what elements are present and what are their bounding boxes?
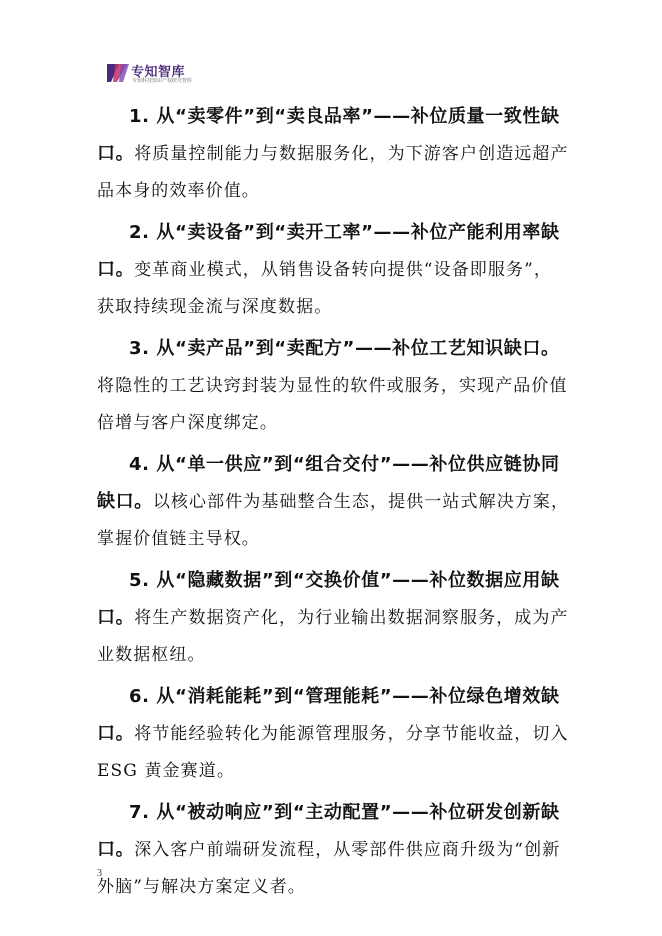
heading-text: 缺口。 (97, 491, 153, 512)
paragraph-body-line (97, 868, 569, 905)
paragraph-body-line (97, 715, 569, 752)
logo-subtitle: 专知科技知识产权研究智库 (132, 78, 193, 84)
paragraph-body-line (97, 404, 569, 441)
body-text: 外脑”与解决方案定义者。 (97, 877, 306, 897)
paragraph-heading-line (97, 446, 569, 483)
heading-text: 1. 从“卖零件”到“卖良品率”——补位质量一致性缺 (129, 106, 560, 127)
paragraph-item-5 (97, 562, 569, 673)
body-text: 倍增与客户深度绑定。 (97, 413, 278, 433)
body-text: 将节能经验转化为能源管理服务，分享节能收益，切入 (134, 724, 569, 744)
paragraph-body-line (97, 752, 569, 789)
document-body (97, 98, 569, 910)
body-text: 变革商业模式，从销售设备转向提供“设备即服务”， (134, 260, 552, 280)
paragraph-heading-line (97, 562, 569, 599)
body-text: 以核心部件为基础整合生态，提供一站式解决方案， (152, 492, 569, 512)
body-text: 获取持续现金流与深度数据。 (97, 297, 333, 317)
paragraph-body-line (97, 135, 569, 172)
heading-text: 7. 从“被动响应”到“主动配置”——补位研发创新缺 (129, 802, 560, 823)
paragraph-heading-line (97, 794, 569, 831)
paragraph-body-line (97, 599, 569, 636)
heading-text: 3. 从“卖产品”到“卖配方”——补位工艺知识缺口。 (129, 338, 560, 359)
paragraph-item-2 (97, 214, 569, 325)
heading-text: 2. 从“卖设备”到“卖开工率”——补位产能利用率缺 (129, 222, 560, 243)
paragraph-item-6 (97, 678, 569, 789)
paragraph-body-line (97, 288, 569, 325)
paragraph-body-line (97, 520, 569, 557)
heading-text: 6. 从“消耗能耗”到“管理能耗”——补位绿色增效缺 (129, 686, 560, 707)
paragraph-heading-line (97, 98, 569, 135)
body-text: 品本身的效率价值。 (97, 181, 260, 201)
body-text: 将质量控制能力与数据服务化，为下游客户创造远超产 (134, 144, 569, 164)
body-text: 掌握价值链主导权。 (97, 529, 260, 549)
paragraph-body-line (97, 636, 569, 673)
paragraph-body-line (97, 831, 569, 868)
paragraph-heading-line (97, 214, 569, 251)
paragraph-item-3 (97, 330, 569, 441)
heading-text: 口。 (97, 607, 135, 628)
paragraph-item-4 (97, 446, 569, 557)
heading-text: 口。 (97, 839, 135, 860)
paragraph-item-7 (97, 794, 569, 905)
body-text: 将生产数据资产化，为行业输出数据洞察服务，成为产 (134, 608, 569, 628)
body-text: 业数据枢纽。 (97, 645, 206, 665)
paragraph-heading-line (97, 330, 569, 367)
body-text: 深入客户前端研发流程，从零部件供应商升级为“创新 (134, 840, 561, 860)
body-text: ESG 黄金赛道。 (97, 761, 235, 781)
heading-text: 口。 (97, 723, 135, 744)
paragraph-body-line (97, 172, 569, 209)
paragraph-item-1 (97, 98, 569, 209)
paragraph-body-line (97, 251, 569, 288)
logo-title: 专知智库 (131, 65, 186, 80)
heading-text: 4. 从“单一供应”到“组合交付”——补位供应链协同 (129, 454, 560, 475)
paragraph-body-line (97, 483, 569, 520)
logo-mark-icon (105, 60, 131, 86)
brand-logo (105, 60, 195, 86)
heading-text: 口。 (97, 259, 135, 280)
page-number: 3 (97, 868, 102, 879)
paragraph-body-line (97, 367, 569, 404)
heading-text: 5. 从“隐藏数据”到“交换价值”——补位数据应用缺 (129, 570, 560, 591)
body-text: 将隐性的工艺诀窍封装为显性的软件或服务，实现产品价值 (97, 376, 568, 396)
heading-text: 口。 (97, 143, 135, 164)
paragraph-heading-line (97, 678, 569, 715)
